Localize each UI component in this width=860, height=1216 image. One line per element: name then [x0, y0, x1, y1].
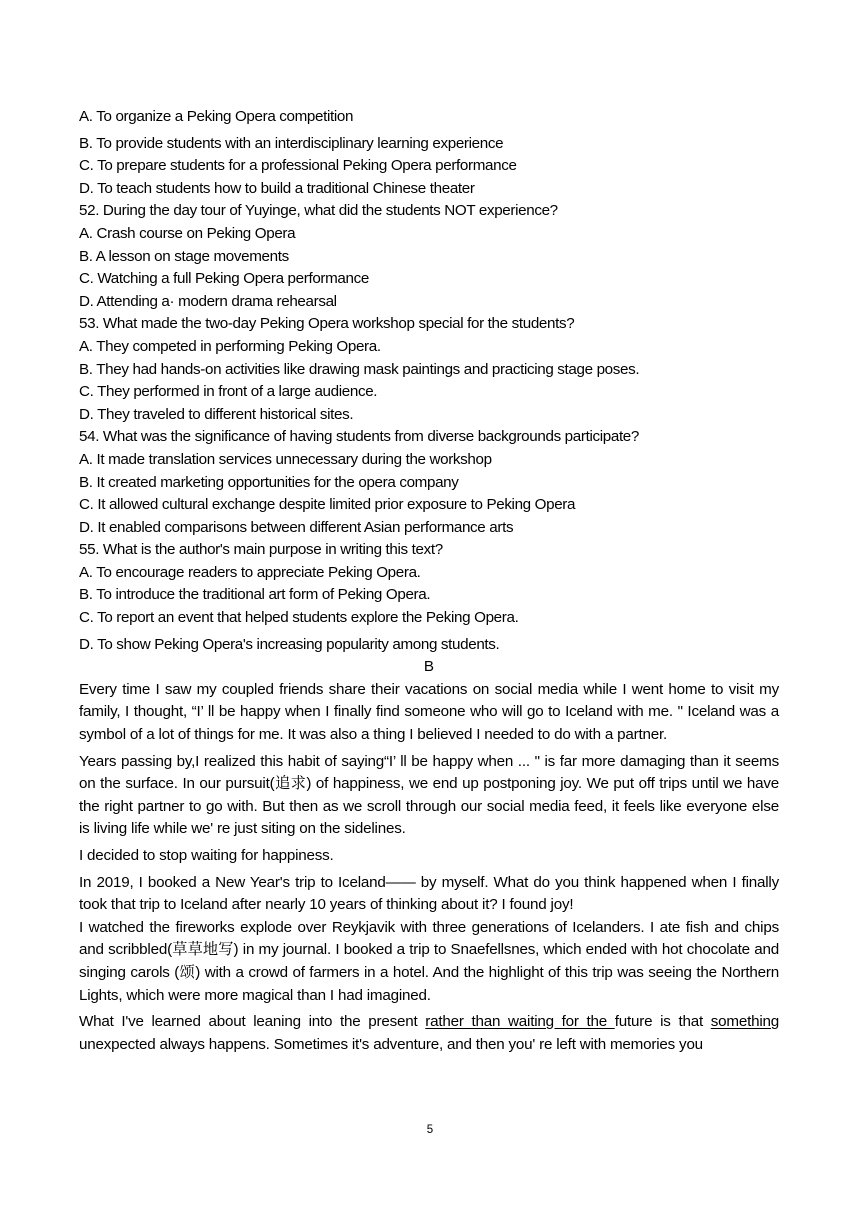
page-number: 5 [426, 1124, 434, 1136]
question-51-options [79, 106, 779, 200]
q51-option-d: D. To teach students how to build a traditional Chinese theater [79, 179, 475, 197]
q53-option-a: A. They competed in performing Peking Opera. [79, 337, 381, 355]
q52-option-c: C. Watching a full Peking Opera performance [79, 270, 369, 288]
q55-option-c: C. To report an event that helped students explore the Peking Opera. [79, 609, 519, 627]
q53-option-d: D. They traveled to different historical sites. [79, 405, 354, 423]
q52-option-a: A. Crash course on Peking Opera [79, 224, 296, 242]
passage-b [79, 656, 779, 1056]
document-page [79, 106, 779, 1056]
q55-stem: 55. What is the author's main purpose in writing this text? [79, 541, 443, 559]
q55-option-b: B. To introduce the traditional art form of Peking Opera. [79, 586, 431, 604]
q55-option-a: A. To encourage readers to appreciate Peking Opera. [79, 563, 421, 581]
section-heading: B [423, 658, 435, 676]
q54-option-c: C. It allowed cultural exchange despite limited prior exposure to Peking Opera [79, 496, 576, 514]
q52-option-b: B. A lesson on stage movements [79, 247, 289, 265]
q54-stem: 54. What was the significance of having students from diverse backgrounds participate? [79, 428, 640, 446]
q54-option-a: A. It made translation services unnecessary during the workshop [79, 450, 492, 468]
underlined-phrase-2: something [710, 1013, 780, 1031]
q52-stem: 52. During the day tour of Yuyinge, what did the students NOT experience? [79, 202, 558, 220]
paragraph-3: I decided to stop waiting for happiness. [79, 847, 334, 864]
q53-option-c: C. They performed in front of a large audience. [79, 383, 378, 401]
paragraph-1: Every time I saw my coupled friends share their vacations on social media while I went home to visit my family, I thought, “I’ ll be happy when I finally find someone who will go to Iceland with me. " Iceland was a symbol of a lot of things for me. It was also a thing I believed I needed to do with a partner. [79, 680, 779, 744]
underlined-phrase-1: rather than waiting for the [425, 1013, 615, 1031]
q53-stem: 53. What made the two-day Peking Opera workshop special for the students? [79, 315, 575, 333]
paragraph-6-text-1: What I've learned about leaning into the present [79, 1013, 426, 1031]
paragraph-5: I watched the fireworks explode over Reykjavik with three generations of Icelanders. I ate fish and chips and scribbled(草草地写) in my journal. I booked a trip to Snaefellsnes, which ended with hot chocolate and singing carols (颂) with a crowd of farmers in a hotel. And the highlight of this trip was seeing the Northern Lights, which were more magical than I had imagined. [79, 918, 779, 1004]
q54-option-b: B. It created marketing opportunities for the opera company [79, 473, 459, 491]
question-52 [79, 200, 779, 313]
q52-option-d: D. Attending a· modern drama rehearsal [79, 292, 337, 310]
question-55 [79, 539, 779, 656]
question-53 [79, 313, 779, 426]
paragraph-2: Years passing by,I realized this habit of saying“I’ ll be happy when ... " is far more damaging than it seems on the surface. In our pursuit(追求) of happiness, we end up postponing joy. We put off trips until we have the right partner to go with. But then as we scroll through our social media feed, it feels like everyone else is living life while we' re just siting on the sidelines. [79, 752, 779, 838]
question-54 [79, 426, 779, 539]
paragraph-4: In 2019, I booked a New Year's trip to Iceland—— by myself. What do you think happened when I finally took that trip to Iceland after nearly 10 years of thinking about it? I found joy! [79, 873, 779, 914]
q53-option-b: B. They had hands-on activities like drawing mask paintings and practicing stage poses. [79, 360, 640, 378]
paragraph-6-text-3: unexpected always happens. Sometimes it's adventure, and then you' re left with memories you [79, 1035, 703, 1053]
paragraph-6-text-2: future is that [614, 1013, 711, 1031]
q51-option-a: A. To organize a Peking Opera competition [79, 108, 354, 125]
paragraph-6 [79, 1011, 779, 1056]
q51-option-c: C. To prepare students for a professional Peking Opera performance [79, 157, 517, 175]
q55-option-d: D. To show Peking Opera's increasing popularity among students. [79, 635, 500, 653]
q51-option-b: B. To provide students with an interdisciplinary learning experience [79, 134, 504, 152]
q54-option-d: D. It enabled comparisons between different Asian performance arts [79, 518, 514, 536]
